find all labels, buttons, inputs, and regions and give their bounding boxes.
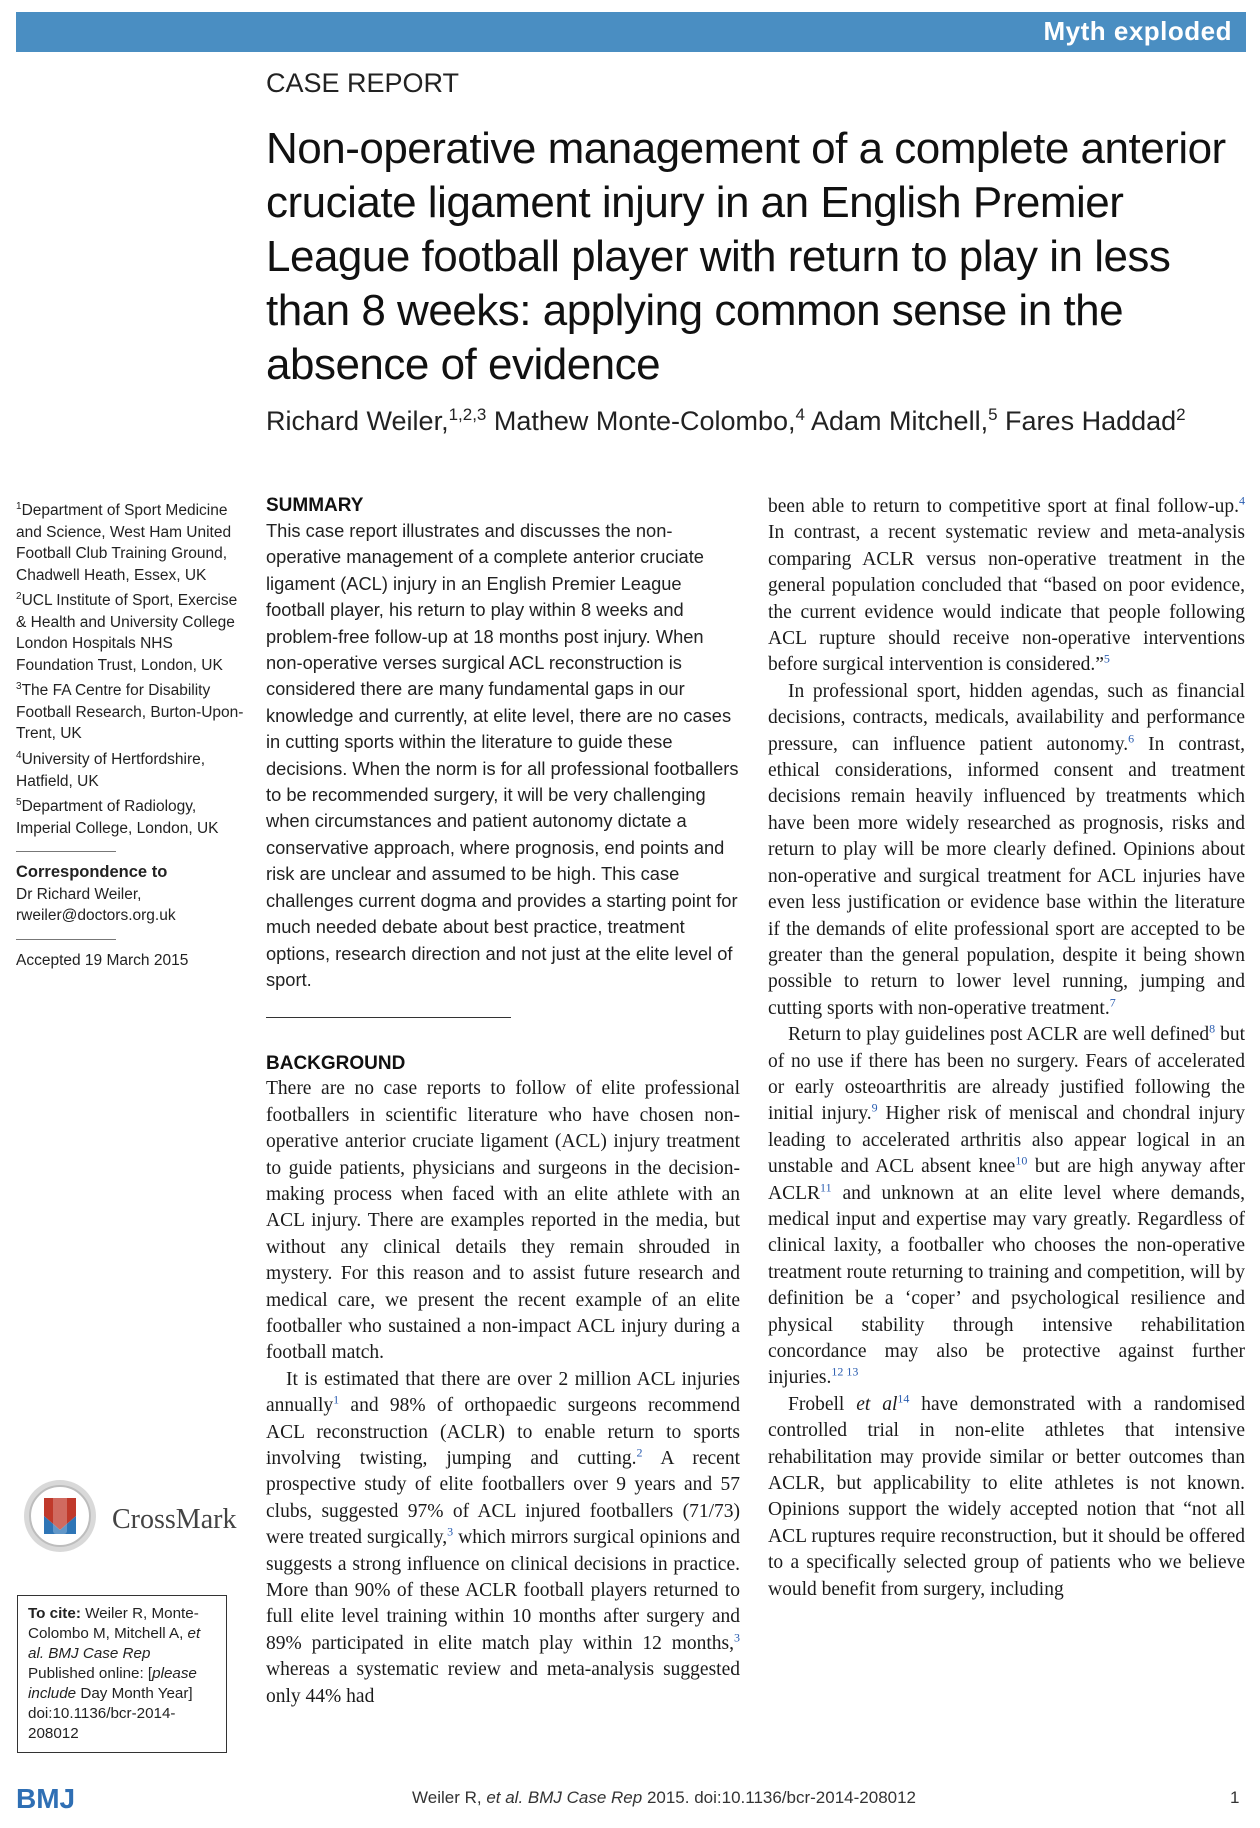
affiliation-number: 1 bbox=[16, 501, 22, 512]
text-run: and unknown at an elite level where demands, medical input and expertise may vary greatly. Regardless of clinical laxity, a footballer who chooses the non-operative treatment route returning to training and competition, will by definition be a ‘coper’ and psychological resilience and physical stability through intensive rehabilitation concordance may also be protective against further injuries. bbox=[768, 1182, 1245, 1389]
divider bbox=[266, 1017, 511, 1018]
body-paragraph bbox=[768, 679, 1245, 1022]
author-list bbox=[266, 405, 1226, 437]
footer-citation bbox=[412, 1788, 916, 1808]
reference-link[interactable]: 8 bbox=[1209, 1021, 1216, 1036]
crossmark-label: CrossMark bbox=[112, 1504, 237, 1535]
correspondence-heading: Correspondence to bbox=[16, 863, 168, 882]
cite-etal: et al. BMJ Case Rep bbox=[28, 1625, 201, 1662]
text-run: but of no use if there has been no surgery. Fears of accelerated or early osteoarthritis are already justified following the initial injury. bbox=[768, 1024, 1246, 1125]
crossmark-badge[interactable] bbox=[20, 1476, 260, 1566]
affiliation-number: 4 bbox=[16, 749, 22, 761]
body-paragraph bbox=[768, 1022, 1245, 1392]
text-run: have demonstrated with a randomised controlled trial in non-elite athletes that intensive rehabilitation may provide similar or better outcomes than ACLR, but applicability to elite athletes is not known. Opinions support the widely accepted notion that “not all ACL ruptures require reconstruction, but it should be offered to a specifically selected group of patients who we believe would benefit from surgery, including bbox=[768, 1393, 1245, 1600]
footer-cite-text: 2015. doi:10.1136/bcr-2014-208012 bbox=[642, 1788, 917, 1807]
right-column bbox=[768, 494, 1245, 1603]
cite-lead: To cite: bbox=[28, 1605, 81, 1622]
affiliation-number: 5 bbox=[16, 797, 22, 809]
author-affiliation-mark: 2 bbox=[1176, 405, 1186, 424]
correspondence-name: Dr Richard Weiler, bbox=[16, 885, 142, 903]
text-run: It is estimated that there are over 2 million ACL injuries annually bbox=[266, 1368, 740, 1417]
background-heading: BACKGROUND bbox=[266, 1053, 406, 1075]
text-run: In contrast, ethical considerations, informed consent and treatment decisions remain heavily influenced by treatments which have been more widely researched as prognosis, risks and return to play will be more clearly defined. Opinions about non-operative and surgical treatment for ACL injuries have even less justification or evidence base within the literature if the demands of elite professional sport are accepted to be greater than the general population, despite it being shown possible to return to lower level running, jumping and cutting sports with non-operative treatment. bbox=[768, 733, 1245, 1019]
to-cite-box bbox=[17, 1595, 227, 1753]
author-name: Mathew Monte-Colombo, bbox=[486, 406, 796, 436]
page-number: 1 bbox=[1230, 1788, 1240, 1807]
text-run: A recent prospective study of elite footballers over 9 years and 57 clubs, suggested 97% of ACL injured footballers (71/73) were treated surgically, bbox=[266, 1448, 740, 1549]
affiliation bbox=[16, 586, 248, 676]
divider bbox=[16, 939, 116, 940]
text-run: but are high anyway after ACLR bbox=[768, 1156, 1246, 1204]
footer-cite-etal: et al. BMJ Case Rep bbox=[486, 1788, 643, 1807]
reference-link[interactable]: 12 13 bbox=[831, 1364, 859, 1379]
banner-label: Myth exploded bbox=[1043, 16, 1232, 46]
cite-text: Weiler R, Monte-Colombo M, Mitchell A, bbox=[28, 1605, 199, 1642]
divider bbox=[16, 851, 116, 852]
affiliation-text: University of Hertfordshire, Hatfield, UK bbox=[16, 751, 206, 790]
reference-link[interactable]: 14 bbox=[897, 1391, 910, 1406]
summary-heading: SUMMARY bbox=[266, 495, 364, 516]
author-name: Adam Mitchell, bbox=[805, 406, 989, 436]
author-affiliation-mark: 4 bbox=[795, 405, 805, 424]
text-run: which mirrors surgical opinions and suggests a strong influence on clinical decisions in practice. More than 90% of these ACLR football players returned to full elite level training within 10 months after surgery and 89% participated in elite match play within 12 months, bbox=[266, 1527, 740, 1654]
cite-text: Day Month Year] doi:10.1136/bcr-2014-208012 bbox=[28, 1685, 193, 1742]
top-banner bbox=[16, 12, 1246, 52]
author-affiliation-mark: 1,2,3 bbox=[448, 405, 487, 424]
section-label: CASE REPORT bbox=[266, 68, 460, 98]
italic-text: et al bbox=[856, 1393, 898, 1415]
cite-text: Published online: [ bbox=[28, 1665, 153, 1682]
body-paragraph bbox=[768, 1392, 1245, 1603]
affiliation-number: 2 bbox=[16, 591, 22, 603]
correspondence-email[interactable]: rweiler@doctors.org.uk bbox=[16, 907, 176, 925]
reference-link[interactable]: 7 bbox=[1109, 995, 1116, 1010]
affiliation-text: Department of Sport Medicine and Science, West Ham United Football Club Training Ground, Chadwell Heath, Essex, UK bbox=[16, 502, 232, 584]
crossmark-icon bbox=[20, 1476, 100, 1556]
reference-link[interactable]: 2 bbox=[636, 1445, 643, 1460]
reference-link[interactable]: 5 bbox=[1103, 651, 1110, 666]
text-run: whereas a systematic review and meta-analysis suggested only 44% had bbox=[266, 1659, 740, 1707]
middle-column bbox=[266, 494, 740, 1710]
reference-link[interactable]: 10 bbox=[1015, 1153, 1028, 1168]
footer-cite-text: Weiler R, bbox=[412, 1788, 487, 1807]
reference-link[interactable]: 9 bbox=[871, 1100, 878, 1115]
affiliation-text: UCL Institute of Sport, Exercise & Health and University College London Hospitals NHS Foundation Trust, London, UK bbox=[16, 592, 238, 674]
affiliations bbox=[16, 496, 248, 839]
text-run: In contrast, a recent systematic review and meta-analysis comparing ACLR versus non-operative treatment in the general population concluded that “based on poor evidence, the current evidence would indicate that people following ACL rupture should receive non-operative interventions before surgical intervention is considered.” bbox=[768, 522, 1245, 676]
bmj-logo: BMJ bbox=[16, 1783, 76, 1814]
text-run: Return to play guidelines post ACLR are well defined bbox=[788, 1024, 1210, 1046]
text-run: been able to return to competitive sport at final follow-up. bbox=[768, 496, 1239, 517]
affiliation bbox=[16, 676, 248, 745]
accepted-date: Accepted 19 March 2015 bbox=[16, 951, 189, 969]
affiliation-number: 3 bbox=[16, 681, 22, 693]
summary-text: This case report illustrates and discusses the non-operative management of a complete anterior cruciate ligament (ACL) injury in an English Premier League football player, his return to play within 8 weeks and problem-free follow-up at 18 months post injury. When non-operative verses surgical ACL reconstruction is considered there are many fundamental gaps in our knowledge and currently, at elite level, there are no cases in cutting sports within the literature to guide these decisions. When the norm is for all professional footballers to be recommended surgery, it will be very challenging when circumstances and patient autonomy dictate a conservative approach, where prognosis, end points and risk are unclear and assumed to be high. This case challenges current dogma and provides a starting point for much needed debate about best practice, treatment options, research direction and not just at the elite level of sport. bbox=[266, 520, 739, 990]
author-name: Fares Haddad bbox=[997, 406, 1177, 436]
text-run: Frobell bbox=[788, 1393, 857, 1415]
affiliation bbox=[16, 496, 248, 586]
cite-please: please include bbox=[28, 1665, 197, 1702]
reference-link[interactable]: 4 bbox=[1239, 493, 1245, 508]
background-paragraph: There are no case reports to follow of elite professional footballers in scientific literature who have chosen non-operative anterior cruciate ligament (ACL) injury treatment to guide patients, physicians and surgeons in the decision-making process when faced with an elite athlete with an ACL injury. There are examples reported in the media, but without any clinical details they remain shrouded in mystery. For this reason and to assist future research and medical care, we present the recent example of an elite footballer who sustained a non-impact ACL injury during a football match. bbox=[266, 1078, 740, 1364]
reference-link[interactable]: 1 bbox=[333, 1392, 340, 1407]
affiliation bbox=[16, 792, 248, 839]
affiliation bbox=[16, 745, 248, 792]
text-run: Higher risk of meniscal and chondral injury leading to accelerated arthritis also appear logical in an unstable and ACL absent knee bbox=[768, 1103, 1245, 1178]
affiliation-text: Department of Radiology, Imperial College, London, UK bbox=[16, 798, 219, 837]
body-paragraph bbox=[768, 494, 1245, 679]
affiliation-text: The FA Centre for Disability Football Research, Burton-Upon-Trent, UK bbox=[16, 682, 244, 743]
text-run: and 98% of orthopaedic surgeons recommend ACL reconstruction (ACLR) to enable return to sports involving twisting, jumping and cutting. bbox=[266, 1395, 740, 1469]
article-title: Non-operative management of a complete anterior cruciate ligament injury in an English Premier League football player with return to play in less than 8 weeks: applying common sense in the absence of evidence bbox=[266, 124, 1226, 389]
author-name: Richard Weiler, bbox=[266, 406, 449, 436]
text-run: In professional sport, hidden agendas, such as financial decisions, contracts, medicals, availability and performance pressure, can influence patient autonomy. bbox=[768, 680, 1245, 755]
sidebar bbox=[16, 496, 248, 971]
background-paragraph bbox=[266, 1367, 740, 1710]
reference-link[interactable]: 3 bbox=[447, 1524, 454, 1539]
reference-link[interactable]: 6 bbox=[1128, 731, 1135, 746]
author-affiliation-mark: 5 bbox=[988, 405, 998, 424]
reference-link[interactable]: 3 bbox=[734, 1630, 740, 1645]
reference-link[interactable]: 11 bbox=[820, 1180, 832, 1195]
